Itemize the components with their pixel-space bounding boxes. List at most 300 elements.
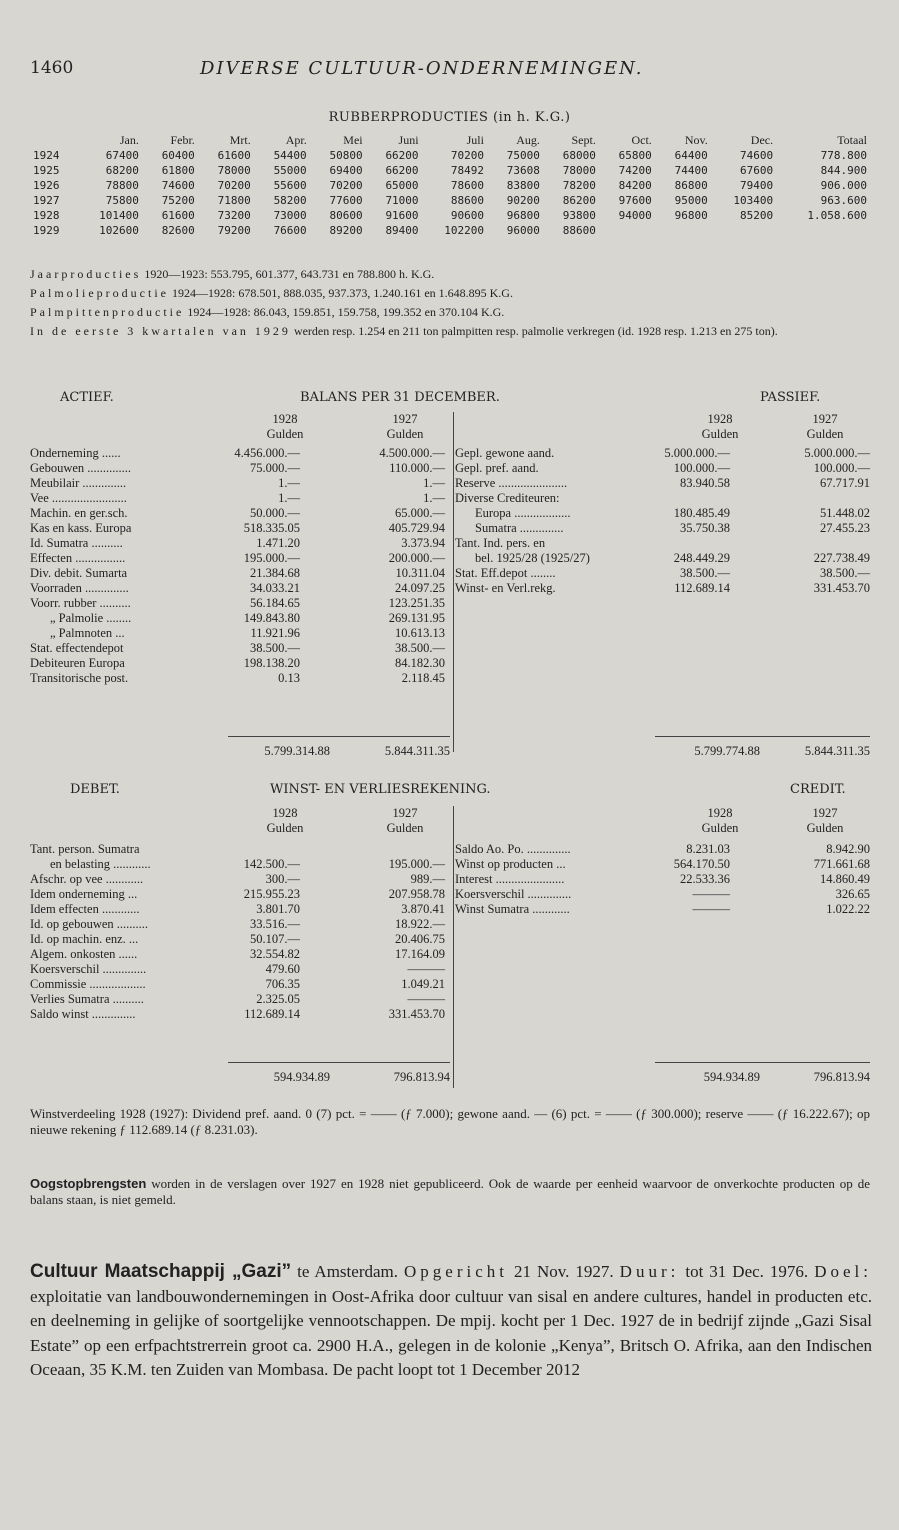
rubber-cell: 75800 [105,194,139,207]
ledger-value-1928: 149.843.80 [243,611,300,625]
ledger-value-1928: 198.138.20 [243,656,300,670]
ledger-value-1927: 27.455.23 [820,521,870,535]
ledger-row [455,581,875,596]
credit-label: CREDIT. [790,782,846,797]
ledger-row [30,656,450,671]
rubber-cell: 103400 [733,194,774,207]
actief-label: ACTIEF. [60,390,114,405]
rubber-cell: 844.900 [820,164,867,177]
ledger-label: Sumatra .............. [475,521,564,535]
rubber-cell: 75200 [161,194,195,207]
ledger-label: Interest ...................... [455,872,565,886]
balance-heading [30,390,875,410]
rubber-col-header: Aug. [516,133,540,147]
debet-label: DEBET. [70,782,120,797]
ledger-label: Saldo Ao. Po. .............. [455,842,571,856]
ledger-value-1928: 38.500.— [250,641,300,655]
ledger-label: „ Palmolie ........ [50,611,132,625]
ledger-row [455,902,875,917]
ledger-row [30,641,450,656]
ledger-label: Gebouwen .............. [30,461,132,475]
production-summary [30,265,875,341]
rule [228,736,450,737]
ledger-value-1928: 0.13 [278,671,300,685]
ledger-value-1928: 215.955.23 [243,887,300,901]
ledger-row [30,1007,450,1022]
ledger-label: Id. Sumatra .......... [30,536,123,550]
rubber-cell: 96800 [506,209,540,222]
ledger-value-1928: 3.801.70 [256,902,300,916]
ledger-value-1927: 4.500.000.— [379,446,445,460]
pl-credit-list [455,842,875,917]
ledger-row [30,566,450,581]
rubber-cell: 61600 [161,209,195,222]
rubber-cell: 68200 [105,164,139,177]
ledger-value-1927: ——— [407,992,445,1006]
rubber-cell: 96800 [674,209,708,222]
ledger-row [30,932,450,947]
production-line: Palmpittenproductie 1924—1928: 86.043, 159.851, 159.758, 199.352 en 370.104 K.G. [30,305,505,319]
ledger-label: Koersverschil .............. [30,962,147,976]
ledger-value-1927: 17.164.09 [395,947,445,961]
ledger-label: Stat. Eff.depot ........ [455,566,556,580]
production-line: Jaarproducties 1920—1923: 553.795, 601.377, 643.731 en 788.800 h. K.G. [30,267,435,281]
ledger-value-1928: 34.033.21 [250,581,300,595]
rubber-cell: 74600 [740,149,774,162]
rubber-cell: 80600 [329,209,363,222]
ledger-value-1927: 123.251.35 [388,596,445,610]
ledger-value-1927: 84.182.30 [395,656,445,670]
rubber-col-header: Totaal [837,133,867,147]
ledger-value-1927: ——— [407,962,445,976]
ledger-value-1927: 20.406.75 [395,932,445,946]
rubber-cell [599,223,655,238]
ledger-row [30,626,450,641]
ledger-value-1927: 110.000.— [389,461,445,475]
ledger-value-1928: 300.— [265,872,300,886]
ledger-label: Div. debit. Sumarta [30,566,128,580]
rubber-cell: 50800 [329,149,363,162]
rubber-year: 1929 [33,224,60,237]
rubber-table [30,133,870,238]
ledger-row [30,611,450,626]
ledger-label: Machin. en ger.sch. [30,506,128,520]
ledger-row [455,551,875,566]
ledger-value-1928: 100.000.— [673,461,730,475]
rubber-cell: 82600 [161,224,195,237]
pl-totals: 594.934.89 796.813.94 594.934.89 796.813.94 [273,1070,870,1084]
ledger-value-1927: 3.870.41 [401,902,445,916]
ledger-label: Algem. onkosten ...... [30,947,138,961]
rubber-row [30,193,870,208]
ledger-value-1927: 1.— [423,491,445,505]
rubber-cell: 73608 [506,164,540,177]
rubber-cell: 89400 [385,224,419,237]
ledger-value-1928: 248.449.29 [673,551,730,565]
rubber-cell [776,223,870,238]
rubber-col-header: Juni [398,133,419,147]
rubber-cell: 76600 [273,224,307,237]
ledger-value-1927: 207.958.78 [388,887,445,901]
ledger-value-1927: 405.729.94 [388,521,445,535]
ledger-label: Id. op gebouwen .......... [30,917,149,931]
ledger-value-1928: 564.170.50 [673,857,730,871]
rubber-cell: 89200 [329,224,363,237]
rubber-title: RUBBERPRODUCTIES (in h. K.G.) [328,110,571,125]
ledger-label: Gepl. pref. aand. [455,461,539,475]
ledger-label: Effecten ................ [30,551,126,565]
ledger-value-1927: 38.500.— [395,641,445,655]
rubber-cell: 963.600 [820,194,867,207]
ledger-row [30,962,450,977]
ledger-value-1928: 50.000.— [250,506,300,520]
rubber-cell: 60400 [161,149,195,162]
ledger-value-1928: 112.689.14 [674,581,730,595]
ledger-row [30,596,450,611]
rubber-cell: 73200 [217,209,251,222]
ledger-value-1928: 35.750.38 [680,521,730,535]
rubber-row [30,208,870,223]
ledger-row [455,887,875,902]
ledger-row [455,446,875,461]
ledger-row [30,872,450,887]
ledger-value-1927: 5.000.000.— [804,446,870,460]
ledger-value-1927: 1.— [423,476,445,490]
oogst-heading: Oogstopbrengsten [30,1176,147,1191]
ledger-row [30,491,450,506]
rubber-year: 1926 [33,179,60,192]
gazi-paragraph: Cultuur Maatschappij „Gazi” te Amsterdam. Opgericht 21 Nov. 1927. Duur: tot 31 Dec. 1976. Doel: exploitatie van landbouwondernemingen in Oost-Afrika door cultuur van sisal en andere cultures, handel in producten etc. en deelneming in gelijke of soortgelijke vennootschappen. De mpij. kocht per 1 Dec. 1927 de in bedrijf zijnde „Gazi Sisal Estate” op een erfpachtstrerrein groot ca. 2900 H.A., gelegen in de kolonie „Kenya”, Britsch O. Afrika, aan den Indischen Oceaan, 35 K.M. ten Zuiden van Mombasa. De pacht loopt tot 1 December 2012 [30,1261,872,1379]
ledger-row [455,461,875,476]
ledger-row [30,521,450,536]
ledger-row [455,857,875,872]
ledger-value-1927: 24.097.25 [395,581,445,595]
ledger-value-1927: 771.661.68 [813,857,870,871]
ledger-value-1927: 989.— [410,872,445,886]
ledger-value-1928: 195.000.— [243,551,300,565]
rubber-cell: 58200 [273,194,307,207]
rubber-cell: 90200 [506,194,540,207]
rubber-cell: 54400 [273,149,307,162]
ledger-label: Tant. Ind. pers. en [455,536,546,550]
ledger-row [455,842,875,857]
rubber-cell: 96000 [506,224,540,237]
ledger-value-1927: 2.118.45 [401,671,445,685]
ledger-label: bel. 1925/28 (1925/27) [475,551,590,565]
ledger-label: Verlies Sumatra .......... [30,992,144,1006]
rubber-cell: 70200 [329,179,363,192]
rubber-cell: 74400 [674,164,708,177]
ledger-value-1927: 51.448.02 [820,506,870,520]
ledger-value-1928: 1.— [278,476,300,490]
rubber-cell: 79400 [740,179,774,192]
ledger-label: Winst- en Verl.rekg. [455,581,556,595]
rubber-cell: 74200 [618,164,652,177]
rubber-cell: 70200 [217,179,251,192]
balance-actief-list [30,446,450,686]
rubber-cell: 71800 [217,194,251,207]
rubber-cell: 55000 [273,164,307,177]
rubber-row [30,178,870,193]
rubber-cell: 68000 [562,149,596,162]
production-line: In de eerste 3 kwartalen van 1929 werden resp. 1.254 en 211 ton palmpitten resp. palmolie verkregen (id. 1928 resp. 1.213 en 275 ton). [30,324,778,338]
rubber-year: 1928 [33,209,60,222]
ledger-row [30,446,450,461]
rubber-col-header: Oct. [631,133,652,147]
rubber-cell: 79200 [217,224,251,237]
rubber-cell: 65800 [618,149,652,162]
rubber-cell [711,223,776,238]
ledger-label: Winst Sumatra ............ [455,902,570,916]
rubber-col-header: Mei [343,133,363,147]
rubber-cell: 69400 [329,164,363,177]
ledger-row [30,551,450,566]
balance-passief-list [455,446,875,596]
ledger-row [30,581,450,596]
ledger-row [30,536,450,551]
rubber-cell: 55600 [273,179,307,192]
ledger-value-1928: 2.325.05 [256,992,300,1006]
ledger-label: Gepl. gewone aand. [455,446,555,460]
pl-debet-list [30,842,450,1022]
rubber-row [30,223,870,238]
rubber-cell: 77600 [329,194,363,207]
rubber-cell: 93800 [562,209,596,222]
ledger-value-1927: 65.000.— [395,506,445,520]
ledger-label: en belasting ............ [50,857,151,871]
ledger-value-1927: 331.453.70 [388,1007,445,1021]
rubber-cell: 78000 [217,164,251,177]
ledger-value-1928: 518.335.05 [243,521,300,535]
rubber-cell: 94000 [618,209,652,222]
ledger-row [455,872,875,887]
ledger-row [30,506,450,521]
ledger-label: Debiteuren Europa [30,656,125,670]
ledger-row [455,536,875,551]
rubber-cell: 78600 [450,179,484,192]
rubber-cell: 906.000 [820,179,867,192]
ledger-value-1928: 8.231.03 [686,842,730,856]
rubber-cell: 64400 [674,149,708,162]
ledger-label: Id. op machin. enz. ... [30,932,139,946]
ledger-label: Idem onderneming ... [30,887,138,901]
ledger-value-1928: 75.000.— [250,461,300,475]
rubber-row [30,148,870,163]
ledger-value-1928: 1.471.20 [256,536,300,550]
ledger-label: Winst op producten ... [455,857,566,871]
rubber-cell: 78492 [450,164,484,177]
rubber-cell: 90600 [450,209,484,222]
rubber-cell: 102600 [99,224,139,237]
ledger-row [30,842,450,857]
rubber-cell: 71000 [385,194,419,207]
ledger-value-1927: 1.049.21 [401,977,445,991]
ledger-value-1927: 200.000.— [388,551,445,565]
rubber-cell: 75000 [506,149,540,162]
ledger-value-1928: 32.554.82 [250,947,300,961]
rubber-cell: 73000 [273,209,307,222]
ledger-row [30,671,450,686]
ledger-value-1928: 706.35 [265,977,300,991]
ledger-value-1927: 14.860.49 [820,872,870,886]
rubber-cell: 778.800 [820,149,867,162]
rubber-cell: 88600 [450,194,484,207]
ledger-row [30,461,450,476]
rubber-cell: 86200 [562,194,596,207]
rubber-year: 1925 [33,164,60,177]
ledger-label: Idem effecten ............ [30,902,140,916]
ledger-value-1927: 326.65 [835,887,870,901]
rubber-cell: 78800 [105,179,139,192]
rule [655,736,870,737]
ledger-value-1927: 8.942.90 [826,842,870,856]
rubber-cell: 67400 [105,149,139,162]
rubber-col-header: Mrt. [229,133,251,147]
ledger-row [30,857,450,872]
rubber-year: 1927 [33,194,60,207]
rubber-cell: 61600 [217,149,251,162]
rubber-row [30,163,870,178]
ledger-value-1928: ——— [692,902,730,916]
passief-label: PASSIEF. [760,390,821,405]
ledger-value-1927: 195.000.— [388,857,445,871]
ledger-value-1928: 1.— [278,491,300,505]
rubber-col-header: Febr. [170,133,195,147]
ledger-row [30,476,450,491]
winstverdeling-paragraph: Winstverdeeling 1928 (1927): Dividend pref. aand. 0 (7) pct. = —— (ƒ 7.000); gewone aand. — (6) pct. = —— (ƒ 300.000); reserve —— (ƒ 16.222.67); op nieuwe rekening ƒ 112.689.14 (ƒ 8.231.03). [30,1106,870,1137]
ledger-label: Saldo winst .............. [30,1007,136,1021]
ledger-row [30,902,450,917]
ledger-label: Vee ........................ [30,491,127,505]
ledger-label: Europa .................. [475,506,571,520]
rule [228,1062,450,1063]
ledger-label: Koersverschil .............. [455,887,572,901]
ledger-label: Onderneming ...... [30,446,121,460]
ledger-label: Reserve ...................... [455,476,568,490]
ledger-value-1928: 180.485.49 [673,506,730,520]
ledger-value-1928: ——— [692,887,730,901]
ledger-value-1928: 33.516.— [250,917,300,931]
ledger-value-1927: 38.500.— [820,566,870,580]
rubber-cell: 66200 [385,164,419,177]
ledger-row [30,887,450,902]
ledger-label: Tant. person. Sumatra [30,842,140,856]
ledger-label: Meubilair .............. [30,476,127,490]
balance-divider [453,412,454,752]
balance-year-headers: 1928 1927 1928 1927 Gulden Gulden Gulden Gulden [266,412,844,441]
pl-title: WINST- EN VERLIESREKENING. [270,782,491,797]
rubber-cell: 1.058.600 [807,209,867,222]
ledger-value-1928: 38.500.— [680,566,730,580]
ledger-row [455,476,875,491]
ledger-value-1928: 479.60 [265,962,300,976]
rubber-cell [655,223,711,238]
rubber-col-header: Nov. [684,133,708,147]
ledger-row [30,977,450,992]
rubber-cell: 66200 [385,149,419,162]
ledger-row [455,506,875,521]
page-header [30,58,880,86]
rule [655,1062,870,1063]
production-line: Palmolieproductie 1924—1928: 678.501, 888.035, 937.373, 1.240.161 en 1.648.895 K.G. [30,286,513,300]
pl-divider [453,806,454,1088]
rubber-cell: 65000 [385,179,419,192]
ledger-row [30,992,450,1007]
rubber-cell: 67600 [740,164,774,177]
rubber-col-header: Jan. [119,133,139,147]
rubber-cell: 88600 [562,224,596,237]
ledger-label: Diverse Crediteuren: [455,491,560,505]
rubber-cell: 102200 [444,224,484,237]
ledger-value-1927: 3.373.94 [401,536,445,550]
rubber-year: 1924 [33,149,60,162]
rubber-cell: 74600 [161,179,195,192]
ledger-row [30,947,450,962]
rubber-cell: 78200 [562,179,596,192]
rubber-cell: 97600 [618,194,652,207]
ledger-label: Voorr. rubber .......... [30,596,131,610]
ledger-value-1927: 331.453.70 [813,581,870,595]
rubber-cell: 85200 [740,209,774,222]
ledger-value-1927: 18.922.— [395,917,445,931]
running-title: DIVERSE CULTUUR-ONDERNEMINGEN. [200,58,644,79]
ledger-label: Commissie .................. [30,977,146,991]
ledger-value-1928: 83.940.58 [680,476,730,490]
rubber-col-header: Juli [466,133,484,147]
ledger-value-1928: 11.921.96 [250,626,300,640]
ledger-value-1928: 56.184.65 [250,596,300,610]
ledger-row [455,521,875,536]
ledger-value-1928: 50.107.— [250,932,300,946]
ledger-value-1927: 227.738.49 [813,551,870,565]
pl-year-headers: 1928 1927 1928 1927 Gulden Gulden Gulden Gulden [266,806,844,835]
gazi-title: Cultuur Maatschappij „Gazi” [30,1261,292,1282]
ledger-label: „ Palmnoten ... [50,626,125,640]
ledger-row [455,491,875,506]
ledger-value-1927: 67.717.91 [820,476,870,490]
pl-heading [30,782,875,802]
balance-totals: 5.799.314.88 5.844.311.35 5.799.774.88 5.844.311.35 [264,744,870,758]
rubber-cell: 101400 [99,209,139,222]
ledger-value-1927: 10.311.04 [395,566,445,580]
ledger-value-1928: 4.456.000.— [234,446,300,460]
rubber-cell: 78000 [562,164,596,177]
rubber-cell: 86800 [674,179,708,192]
ledger-label: Transitorische post. [30,671,129,685]
ledger-value-1927: 10.613.13 [395,626,445,640]
rubber-cell: 91600 [385,209,419,222]
rubber-col-header: Apr. [285,133,307,147]
ledger-label: Kas en kass. Europa [30,521,132,535]
rubber-cell: 84200 [618,179,652,192]
rubber-cell: 95000 [674,194,708,207]
rubber-col-header: Dec. [750,133,774,147]
ledger-value-1928: 5.000.000.— [664,446,730,460]
rubber-cell: 61800 [161,164,195,177]
ledger-value-1927: 100.000.— [813,461,870,475]
ledger-label: Afschr. op vee ............ [30,872,144,886]
page-number: 1460 [30,58,74,78]
ledger-label: Voorraden .............. [30,581,129,595]
ledger-value-1928: 142.500.— [243,857,300,871]
oogst-paragraph: Oogstopbrengsten worden in de verslagen over 1927 en 1928 niet gepubliceerd. Ook de waarde per eenheid waarvoor de onverkochte producten op de balans staan, is niet gemeld. [30,1176,870,1207]
ledger-row [30,917,450,932]
rubber-col-header: Sept. [571,133,596,147]
ledger-value-1927: 269.131.95 [388,611,445,625]
ledger-value-1928: 22.533.36 [680,872,730,886]
ledger-label: Stat. effectendepot [30,641,124,655]
rubber-cell: 70200 [450,149,484,162]
